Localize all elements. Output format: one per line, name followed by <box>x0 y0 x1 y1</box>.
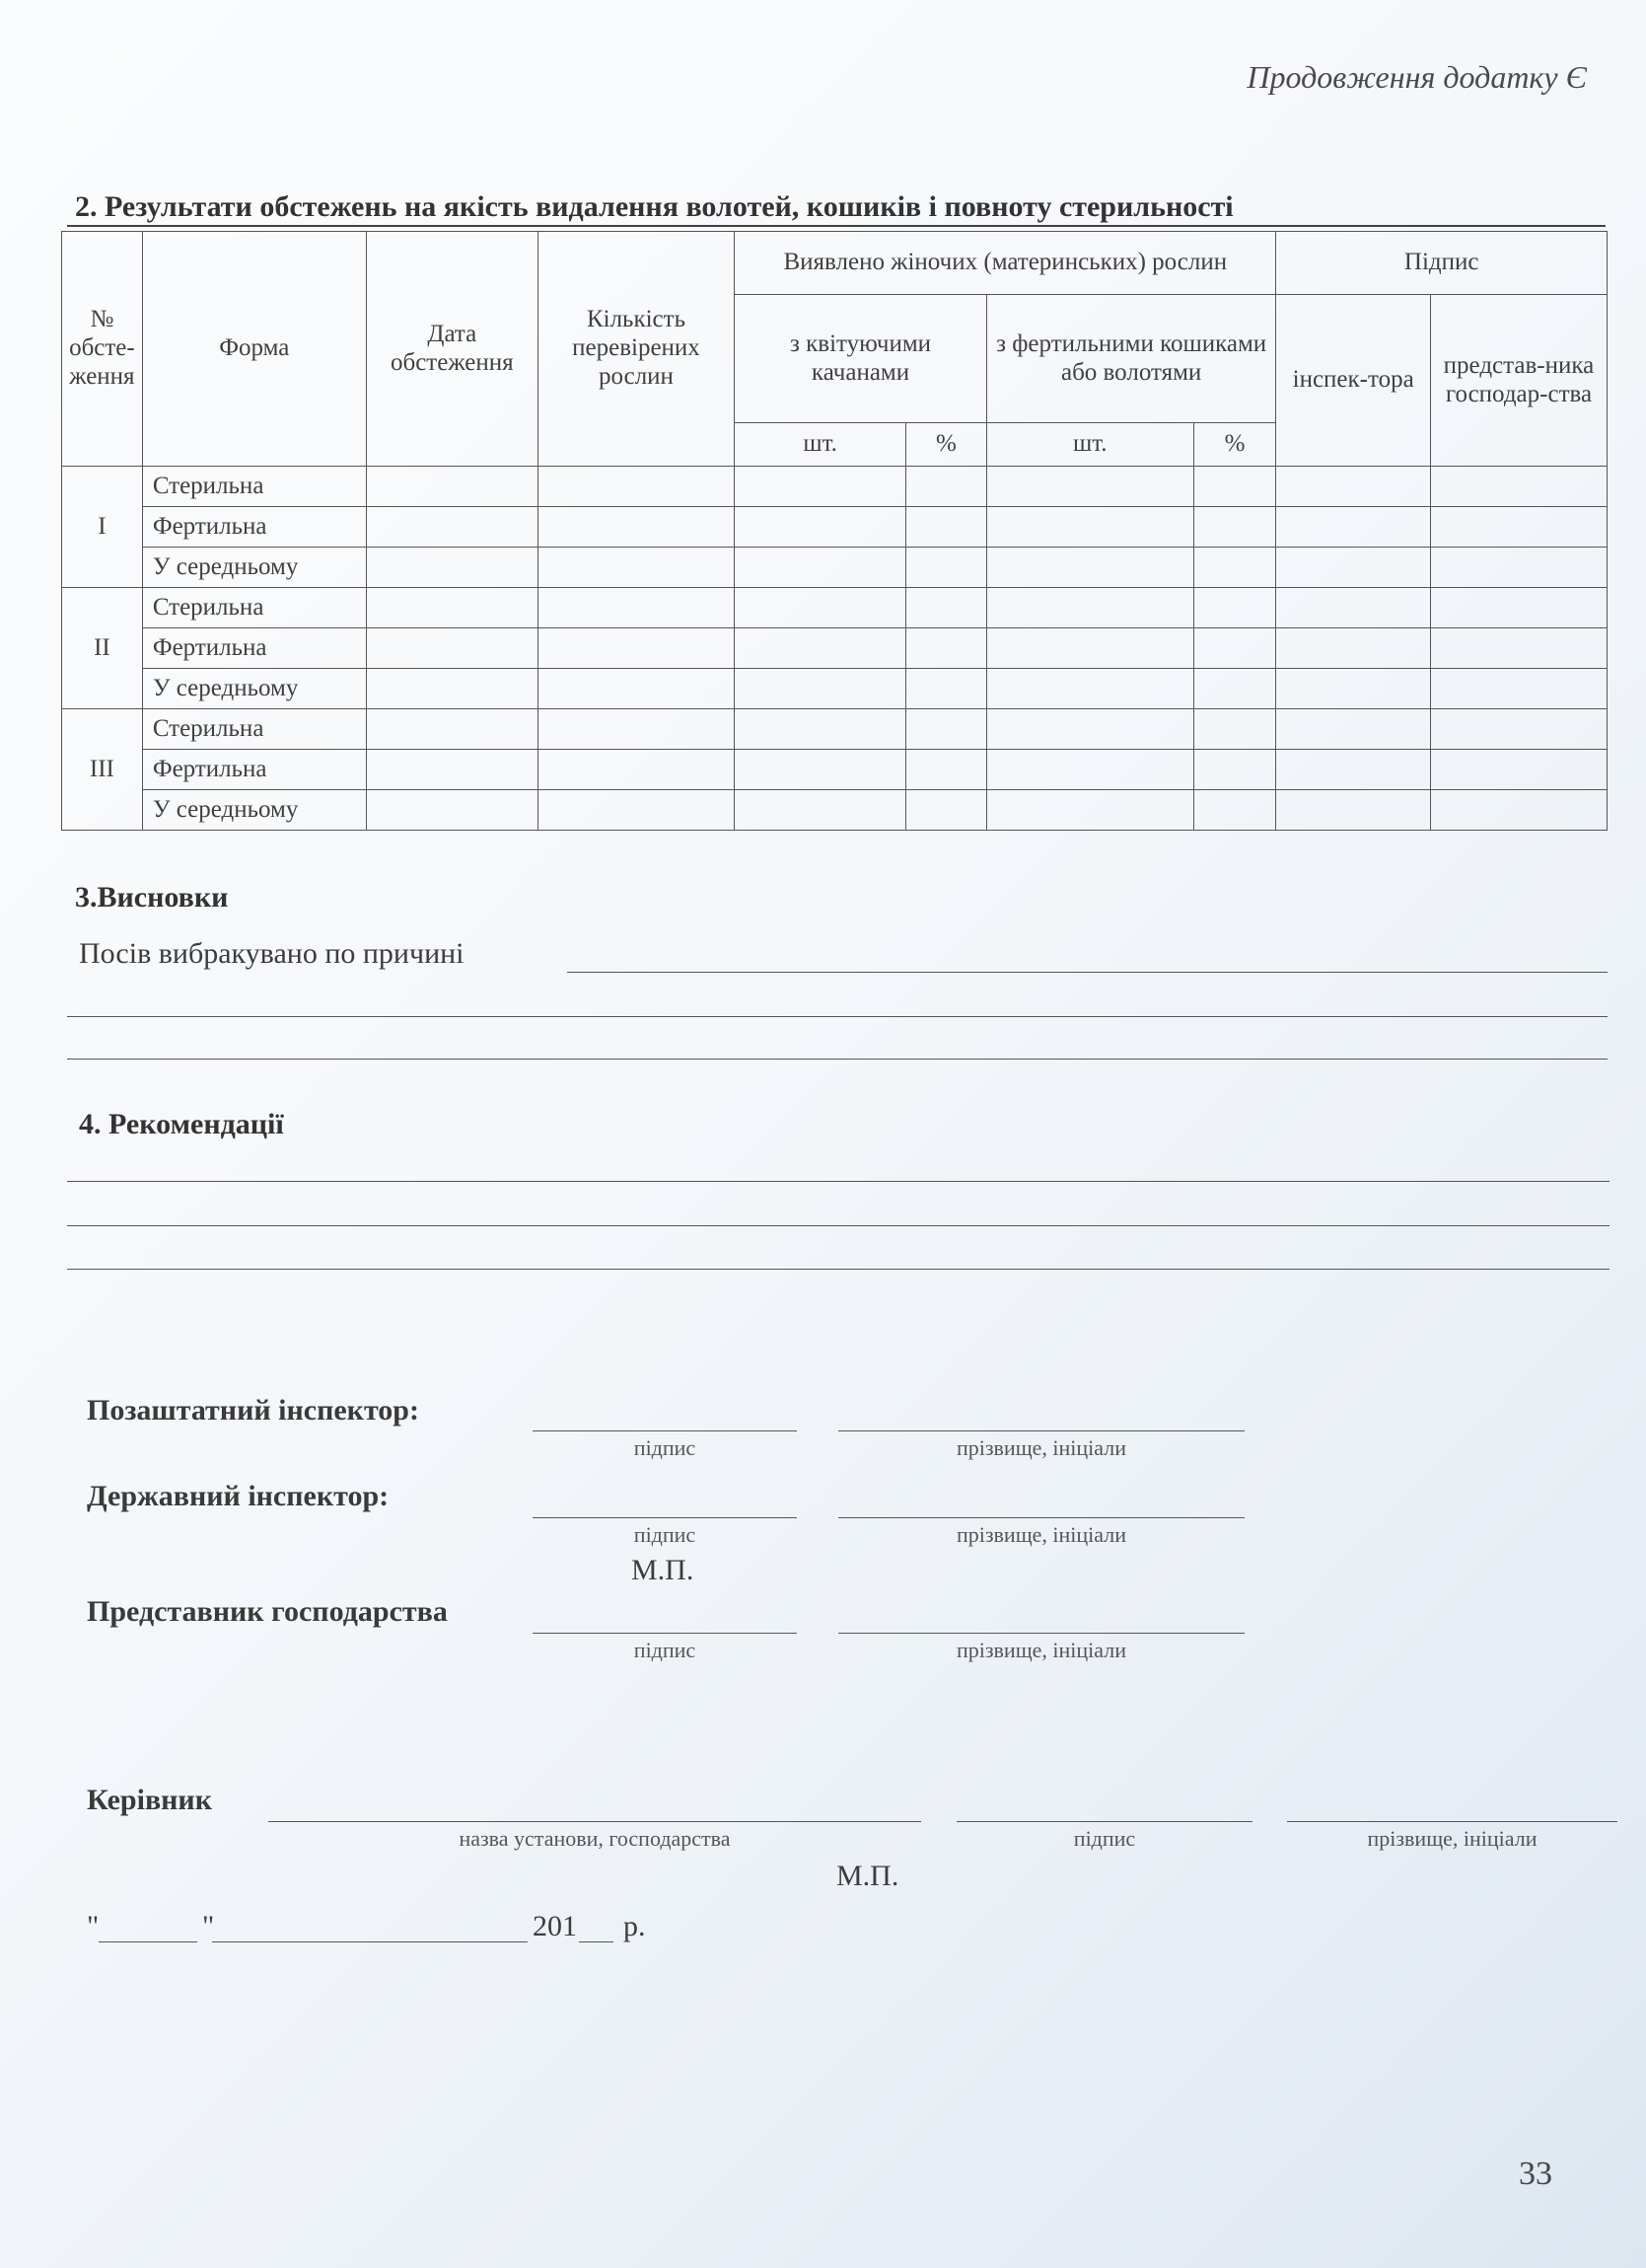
group-number: II <box>62 588 143 709</box>
head-signature-caption: підпис <box>1073 1826 1136 1851</box>
header-signature: Підпис <box>1276 232 1608 295</box>
recommendation-line-3[interactable] <box>67 1269 1610 1270</box>
header-pcs-2: шт. <box>986 423 1193 467</box>
reason-line[interactable] <box>567 972 1608 973</box>
head-stamp-label: М.П. <box>836 1860 899 1892</box>
head-signature-line[interactable] <box>957 1821 1252 1822</box>
header-number: № обсте-ження <box>62 232 143 467</box>
name-caption: прізвище, ініціали <box>956 1435 1127 1460</box>
farm-representative-name-line[interactable] <box>838 1633 1245 1634</box>
title-rule <box>67 225 1606 227</box>
institution-caption: назва установи, господарства <box>459 1826 731 1851</box>
freelance-inspector-label: Позаштатний інспектор: <box>87 1394 419 1427</box>
date-day-line[interactable] <box>99 1941 197 1942</box>
form-label: Стерильна <box>142 709 366 750</box>
results-table <box>61 231 1608 831</box>
freelance-inspector-signature-line[interactable] <box>533 1430 797 1431</box>
name-caption: прізвище, ініціали <box>956 1638 1127 1662</box>
head-name-caption: прізвище, ініціали <box>1367 1826 1538 1851</box>
page-number: 33 <box>1519 2156 1552 2192</box>
group-number: III <box>62 709 143 831</box>
header-count: Кількість перевірених рослин <box>537 232 734 467</box>
recommendation-line-2[interactable] <box>67 1225 1610 1226</box>
form-label: Фертильна <box>142 628 366 669</box>
form-label: Стерильна <box>142 467 366 507</box>
farm-representative-label: Представник господарства <box>87 1595 448 1628</box>
section-2-title: 2. Результати обстежень на якість видалення волотей, кошиків і повноту стерильності <box>75 190 1234 223</box>
date-year-line[interactable] <box>579 1941 613 1942</box>
recommendation-line-1[interactable] <box>67 1181 1610 1182</box>
date-quote-close: " <box>202 1910 215 1942</box>
form-label: У середньому <box>142 669 366 709</box>
header-representative: представ-ника господар-ства <box>1430 295 1607 467</box>
state-inspector-signature-line[interactable] <box>533 1517 797 1518</box>
header-form: Форма <box>142 232 366 467</box>
signature-caption: підпис <box>633 1435 696 1460</box>
state-inspector-label: Державний інспектор: <box>87 1480 390 1512</box>
group-number: I <box>62 467 143 588</box>
signature-caption: підпис <box>633 1638 696 1662</box>
farm-representative-signature-line[interactable] <box>533 1633 797 1634</box>
form-label: У середньому <box>142 790 366 831</box>
header-fertile: з фертильними кошиками або волотями <box>986 295 1276 423</box>
head-name-line[interactable] <box>1287 1821 1617 1822</box>
header-found: Виявлено жіночих (материнських) рослин <box>735 232 1276 295</box>
signature-caption: підпис <box>633 1522 696 1547</box>
form-label: Фертильна <box>142 750 366 790</box>
date-quote-open: " <box>87 1910 100 1942</box>
state-inspector-name-line[interactable] <box>838 1517 1245 1518</box>
freelance-inspector-name-line[interactable] <box>838 1430 1245 1431</box>
reason-label: Посів вибракувано по причині <box>79 937 465 970</box>
header-date: Дата обстеження <box>366 232 537 467</box>
institution-line[interactable] <box>268 1821 921 1822</box>
section-3-title: 3.Висновки <box>75 881 229 914</box>
header-flowering: з квітуючими качанами <box>735 295 987 423</box>
form-label: Фертильна <box>142 507 366 548</box>
header-percent-2: % <box>1193 423 1276 467</box>
form-label: Стерильна <box>142 588 366 628</box>
section-4-title: 4. Рекомендації <box>79 1108 284 1140</box>
reason-line-3[interactable] <box>67 1059 1608 1060</box>
date-month-line[interactable] <box>212 1941 528 1942</box>
header-percent-1: % <box>906 423 987 467</box>
reason-line-2[interactable] <box>67 1016 1608 1017</box>
form-label: У середньому <box>142 548 366 588</box>
continuation-note: Продовження додатку Є <box>1247 59 1587 95</box>
head-label: Керівник <box>87 1784 213 1816</box>
name-caption: прізвище, ініціали <box>956 1522 1127 1547</box>
header-pcs-1: шт. <box>735 423 906 467</box>
stamp-label: М.П. <box>631 1554 694 1586</box>
date-year-suffix: р. <box>623 1910 646 1942</box>
header-inspector: інспек-тора <box>1276 295 1430 467</box>
date-year-prefix: 201 <box>533 1910 577 1942</box>
